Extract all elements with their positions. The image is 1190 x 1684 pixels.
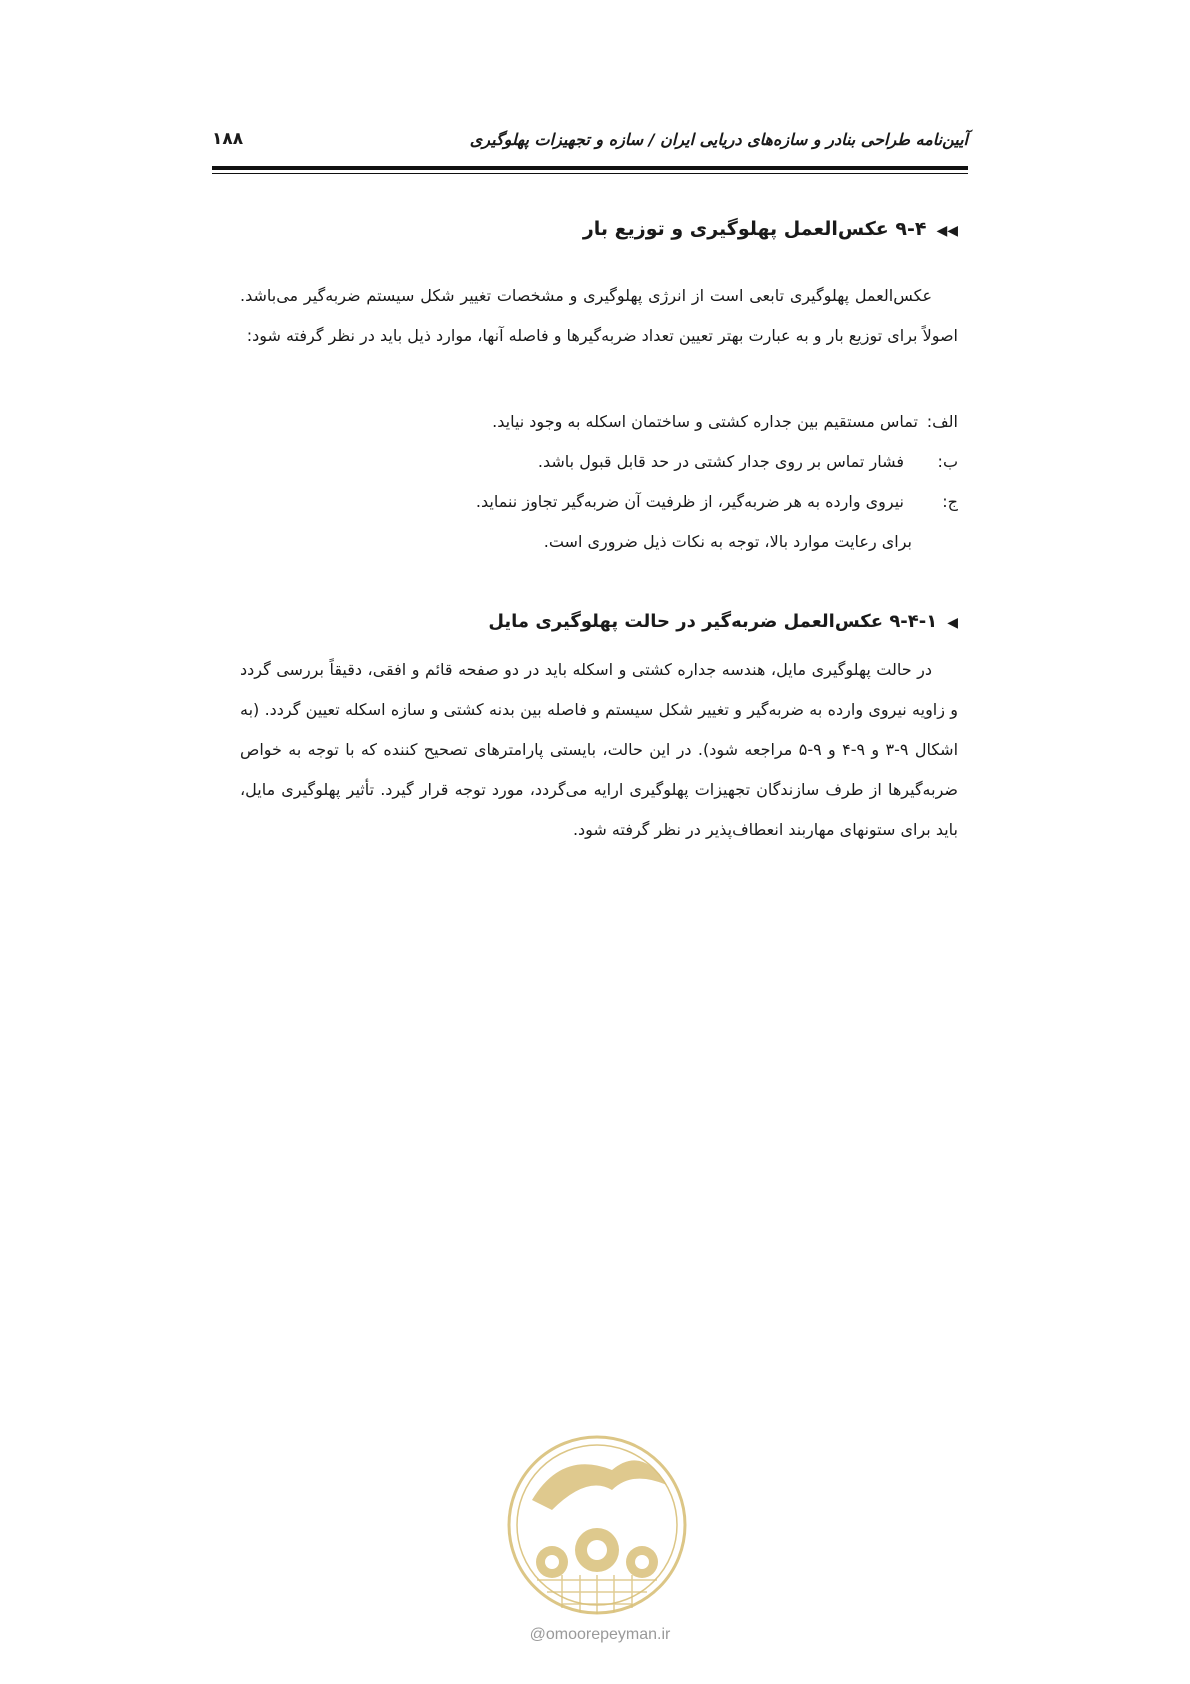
requirements-list [240, 402, 958, 562]
header-rule-thin [212, 173, 968, 174]
closing-line: برای رعایت موارد بالا، توجه به نکات ذیل ضروری است. [543, 532, 912, 551]
list-item-label: ب: [937, 452, 958, 471]
header-rule-thick [212, 166, 968, 170]
watermark-logo [492, 1430, 702, 1620]
subsection-heading-text: ۹-۴-۱ عکس‌العمل ضربه‌گیر در حالت پهلوگیری مایل [488, 611, 938, 632]
subsection-paragraph-text: در حالت پهلوگیری مایل، هندسه جداره کشتی و اسکله باید در دو صفحه قائم و افقی، دقیقاً بررسی گردد و زاویه نیروی وارده به ضربه‌گیر و تغییر شکل سیستم و فاصله بین بدنه کشتی و سازه اسکله تعیین گردد. (به اشکال ۹-۳ و ۹-۴ و ۹-۵ مراجعه شود). در این حالت، بایستی پارامترهای تصحیح کننده که با توجه به خواص ضربه‌گیرها از طرف سازندگان تجهیزات پهلوگیری ارایه می‌گردد، مورد توجه قرار گیرد. تأثیر پهلوگیری مایل، باید برای ستونهای مهاربند انعطاف‌پذیر در نظر گرفته شود. [240, 660, 959, 839]
list-item-text: نیروی وارده به هر ضربه‌گیر، از ظرفیت آن ضربه‌گیر تجاوز ننماید. [475, 492, 904, 511]
page-number: ۱۸۸ [212, 129, 244, 149]
list-item [240, 402, 958, 442]
arrow-icon: ◀ [947, 615, 958, 631]
list-item [240, 442, 958, 482]
list-item-text: فشار تماس بر روی جدار کشتی در حد قابل قبول باشد. [537, 452, 904, 471]
header-title: آیین‌نامه طراحی بنادر و سازه‌های دریایی ایران / سازه و تجهیزات پهلوگیری [469, 130, 968, 149]
section-paragraph [240, 276, 958, 356]
subsection-paragraph [240, 650, 958, 850]
double-arrow-icon: ◀◀ [936, 223, 958, 239]
section-heading [258, 218, 958, 240]
subsection-heading [258, 611, 958, 632]
section-heading-text: ۹-۴ عکس‌العمل پهلوگیری و توزیع بار [582, 218, 927, 240]
section-paragraph-text: عکس‌العمل پهلوگیری تابعی است از انرژی پهلوگیری و مشخصات تغییر شکل سیستم ضربه‌گیر می‌باشد. اصولاً برای توزیع بار و به عبارت بهتر تعیین تعداد ضربه‌گیرها و فاصله آنها، موارد ذیل باید در نظر گرفته شود: [240, 286, 958, 345]
list-item [240, 482, 958, 522]
running-header [212, 128, 968, 158]
watermark-url: @omoorepeyman.ir [529, 1626, 671, 1643]
list-item-label: ج: [942, 492, 958, 511]
list-item-label: الف: [926, 412, 958, 431]
list-item-text: تماس مستقیم بین جداره کشتی و ساختمان اسکله به وجود نیاید. [492, 412, 918, 431]
